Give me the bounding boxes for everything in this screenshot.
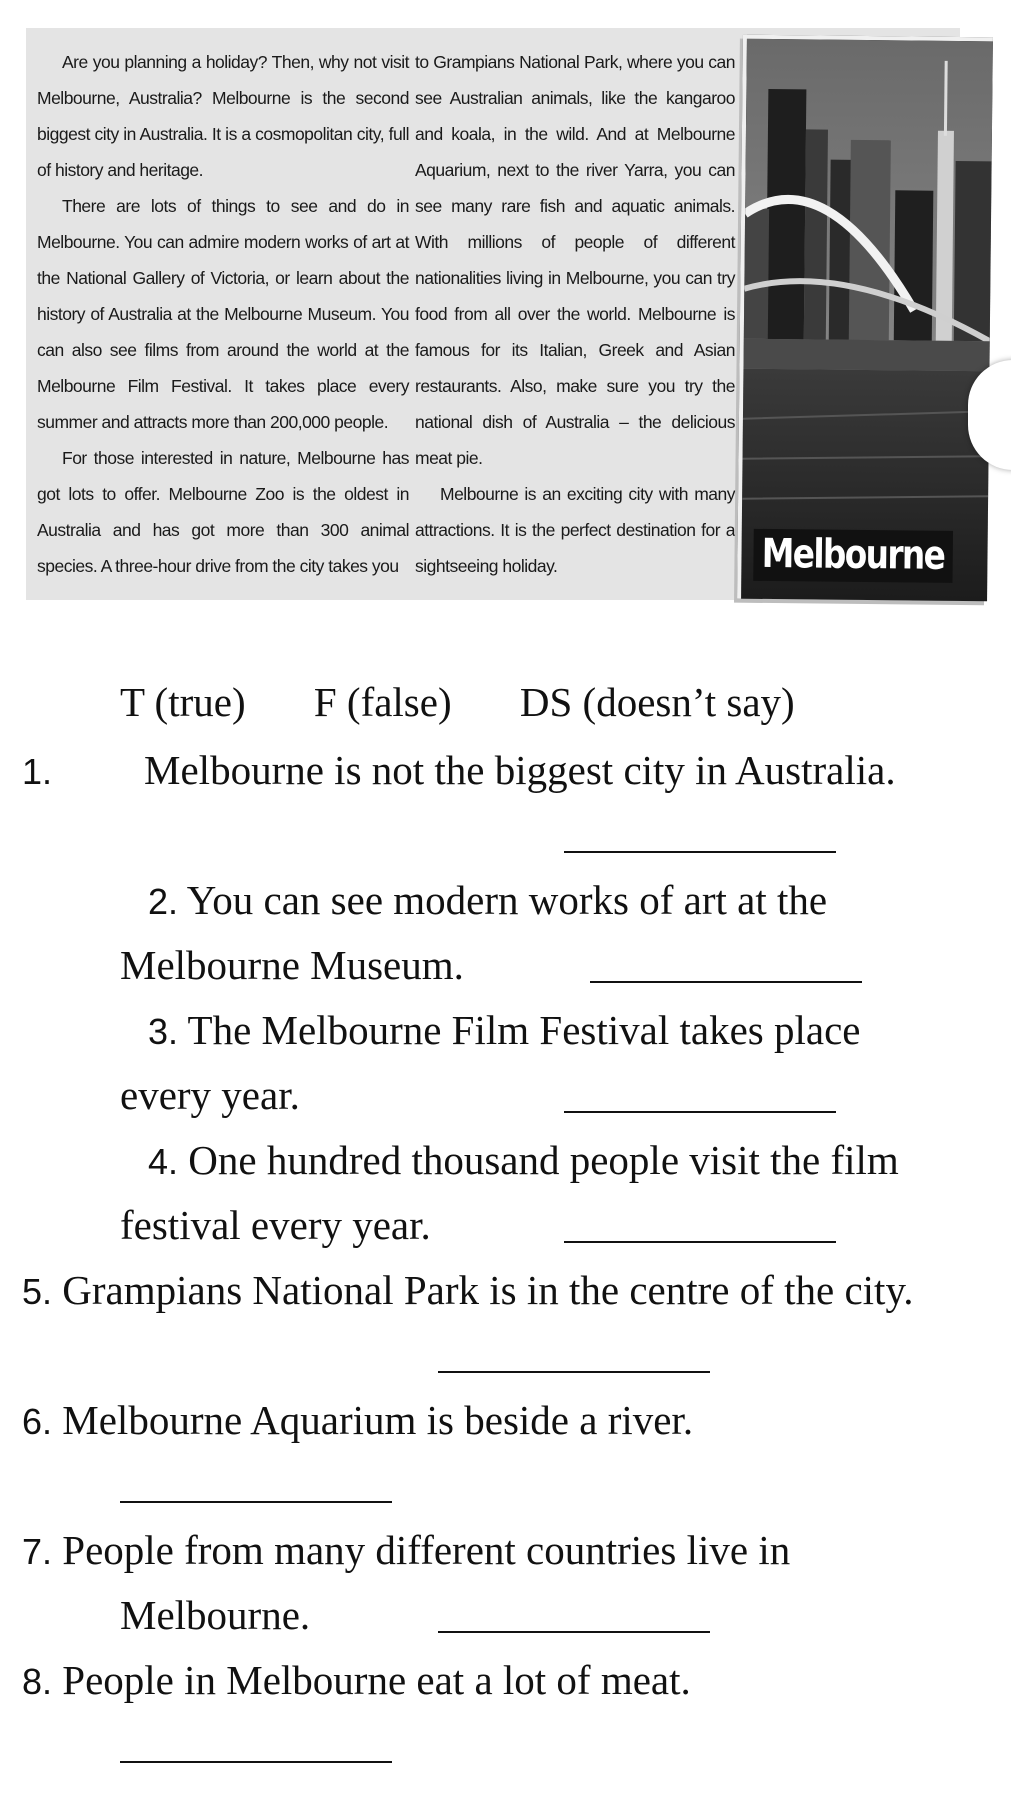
question-text: You can see modern works of art at the bbox=[186, 877, 828, 923]
question-2-continued: Melbourne Museum. bbox=[120, 942, 464, 988]
question-number: 4. bbox=[148, 1141, 179, 1182]
article-paragraph: Melbourne is an exciting city with many attractions. It is the perfect destination for a sightseeing holiday. bbox=[415, 484, 735, 576]
legend-doesnt-say: DS (doesn’t say) bbox=[519, 679, 795, 725]
question-text: Grampians National Park is in the centre of the city. bbox=[62, 1267, 914, 1313]
question-number: 7. bbox=[22, 1531, 53, 1572]
melbourne-photo bbox=[737, 35, 993, 602]
answer-blank-7[interactable] bbox=[438, 1631, 710, 1633]
question-4-continued: festival every year. bbox=[120, 1202, 431, 1248]
article-paragraph: There are lots of things to see and do in Melbourne. You can admire modern works of art at the National Gallery of Victoria, or learn about the history of Australia at the Melbourne Museum. You can also see films from around the world at the Melbourne Film Festival. It takes place every summer and attracts more than 200,000 people. bbox=[37, 196, 409, 432]
article-column-1 bbox=[37, 44, 409, 584]
question-number: 6. bbox=[22, 1401, 53, 1442]
question-7-continued: Melbourne. bbox=[120, 1592, 311, 1638]
answer-blank-2[interactable] bbox=[590, 981, 862, 983]
question-text: The Melbourne Film Festival takes place bbox=[187, 1007, 861, 1053]
question-5 bbox=[22, 1266, 914, 1314]
question-number: 1. bbox=[22, 751, 53, 792]
question-4 bbox=[148, 1136, 899, 1184]
article-column-2 bbox=[415, 44, 735, 584]
question-3 bbox=[148, 1006, 860, 1054]
answer-key-legend bbox=[120, 678, 853, 726]
question-number: 2. bbox=[148, 881, 179, 922]
article-paragraph: Are you planning a holiday? Then, why not visit Melbourne, Australia? Melbourne is the second biggest city in Australia. It is a cosmopolitan city, full of history and heritage. bbox=[37, 52, 409, 180]
photo-caption: Melbourne bbox=[753, 529, 952, 583]
answer-blank-4[interactable] bbox=[564, 1241, 836, 1243]
legend-false: F (false) bbox=[313, 679, 452, 725]
question-text: People in Melbourne eat a lot of meat. bbox=[62, 1657, 691, 1703]
answer-blank-8[interactable] bbox=[120, 1761, 392, 1763]
question-8 bbox=[22, 1656, 691, 1704]
answer-blank-6[interactable] bbox=[120, 1501, 392, 1503]
article-panel bbox=[26, 28, 960, 600]
question-2 bbox=[148, 876, 827, 924]
answer-blank-5[interactable] bbox=[438, 1371, 710, 1373]
question-text: One hundred thousand people visit the film bbox=[188, 1137, 899, 1183]
city-skyline-illustration bbox=[741, 39, 993, 602]
legend-true: T (true) bbox=[120, 679, 246, 725]
question-text: Melbourne Aquarium is beside a river. bbox=[62, 1397, 694, 1443]
question-6 bbox=[22, 1396, 693, 1444]
article-paragraph: For those interested in nature, Melbourne has got lots to offer. Melbourne Zoo is the oldest in Australia and has got more than 300 animal species. A three-hour drive from the city takes you bbox=[37, 448, 409, 576]
question-number: 8. bbox=[22, 1661, 53, 1702]
question-1 bbox=[22, 746, 896, 794]
answer-blank-3[interactable] bbox=[564, 1111, 836, 1113]
question-number: 5. bbox=[22, 1271, 53, 1312]
question-number: 3. bbox=[148, 1011, 179, 1052]
article-paragraph: to Grampians National Park, where you can see Australian animals, like the kangaroo and koala, in the wild. And at Melbourne Aquarium, next to the river Yarra, you can see many rare fish and aquatic animals. With millions of people of different nationalities living in Melbourne, you can try food from all over the world. Melbourne is famous for its Italian, Greek and Asian restaurants. Also, make sure you try the national dish of Australia – the delicious meat pie. bbox=[415, 52, 735, 468]
question-3-continued: every year. bbox=[120, 1072, 300, 1118]
answer-blank-1[interactable] bbox=[564, 851, 836, 853]
question-text: Melbourne is not the biggest city in Australia. bbox=[144, 747, 896, 793]
question-text: People from many different countries live in bbox=[62, 1527, 791, 1573]
question-7 bbox=[22, 1526, 790, 1574]
